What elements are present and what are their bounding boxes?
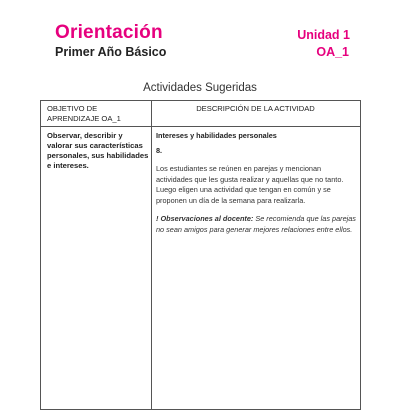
activities-table: [40, 100, 361, 410]
observation-text: Se recomienda que las parejas no sean amigos para generar mejores relaciones entre ellos.: [156, 214, 356, 234]
page-title: Orientación: [55, 22, 163, 43]
unit-label: Unidad 1: [297, 28, 350, 42]
objective-column-header: OBJETIVO DE APRENDIZAJE OA_1: [47, 104, 121, 123]
objective-cell: Observar, describir y valorar sus características personales, sus habilidades e intereses.: [47, 131, 149, 170]
section-heading: Actividades Sugeridas: [143, 82, 257, 94]
header-row-divider: [41, 126, 360, 127]
page-subtitle: Primer Año Básico: [55, 45, 167, 59]
activity-text: Los estudiantes se reúnen en parejas y mencionan actividades que les gusta realizar y aquellas que no tanto. Luego eligen una actividad que tengan en común y se proponen un día de la semana para realizarla.: [156, 164, 344, 205]
observation-label: ! Observaciones al docente:: [156, 214, 254, 223]
teacher-observation: [156, 214, 356, 235]
activity-number: 8.: [156, 145, 163, 155]
description-cell: [156, 131, 356, 235]
oa-label: OA_1: [316, 45, 349, 59]
column-divider: [151, 101, 152, 409]
activity-title: Intereses y habilidades personales: [156, 131, 277, 140]
description-column-header: DESCRIPCIÓN DE LA ACTIVIDAD: [196, 104, 315, 113]
